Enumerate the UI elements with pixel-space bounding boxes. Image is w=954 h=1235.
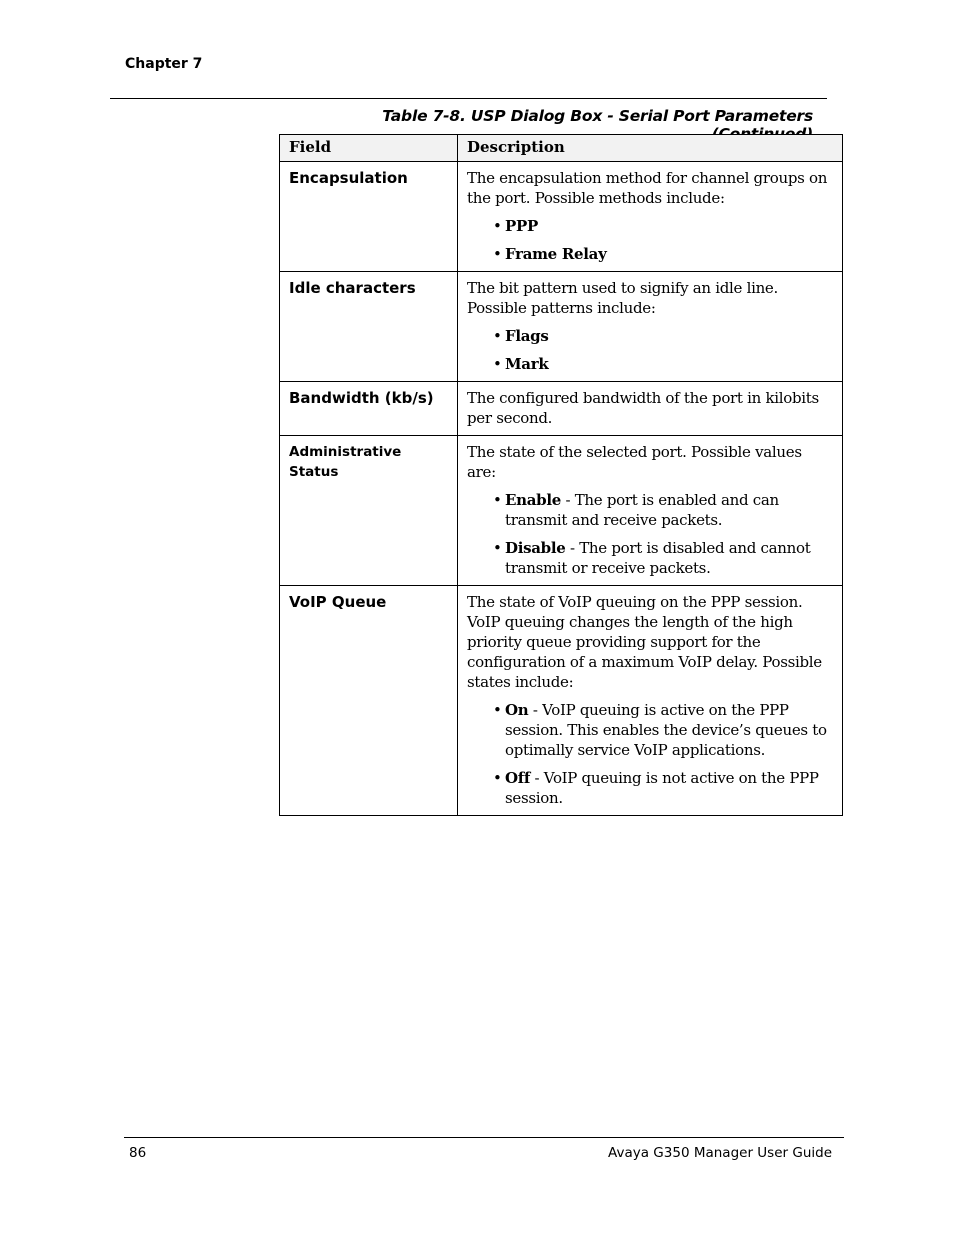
- column-header-description: Description: [458, 135, 843, 162]
- field-name: VoIP Queue: [280, 586, 458, 816]
- option-term: On: [505, 701, 529, 719]
- list-item: [493, 538, 833, 578]
- option-term: Frame Relay: [505, 245, 607, 263]
- chapter-heading: Chapter 7: [125, 56, 203, 72]
- field-name: Bandwidth (kb/s): [280, 382, 458, 436]
- column-header-field: Field: [280, 135, 458, 162]
- option-description: - The port is enabled and can transmit and receive packets.: [505, 491, 779, 529]
- table-header-row: [280, 135, 843, 162]
- field-description: [458, 382, 843, 436]
- option-description: - VoIP queuing is not active on the PPP session.: [505, 769, 819, 807]
- table-caption: Table 7-8. USP Dialog Box - Serial Port Parameters: [382, 107, 813, 125]
- table-row: [280, 272, 843, 382]
- table-row: [280, 382, 843, 436]
- description-text: The state of the selected port. Possible values are:: [467, 443, 802, 481]
- list-item: [493, 490, 833, 530]
- field-description: [458, 162, 843, 272]
- field-name: Encapsulation: [280, 162, 458, 272]
- footer-rule: [124, 1137, 844, 1138]
- list-item: [493, 326, 833, 346]
- option-term: Flags: [505, 327, 549, 345]
- option-description: - The port is disabled and cannot transmit or receive packets.: [505, 539, 811, 577]
- field-name: Administrative Status: [280, 436, 458, 586]
- table-row: [280, 586, 843, 816]
- header-rule: [110, 98, 827, 99]
- option-description: - VoIP queuing is active on the PPP session. This enables the device’s queues to optimally service VoIP applications.: [505, 701, 827, 759]
- option-list: [467, 490, 833, 578]
- table-row: [280, 162, 843, 272]
- option-list: [467, 700, 833, 808]
- field-description: [458, 586, 843, 816]
- option-term: Enable: [505, 491, 561, 509]
- field-description: [458, 436, 843, 586]
- guide-title: Avaya G350 Manager User Guide: [608, 1145, 832, 1161]
- field-name: Idle characters: [280, 272, 458, 382]
- field-description: [458, 272, 843, 382]
- option-term: Off: [505, 769, 531, 787]
- list-item: [493, 768, 833, 808]
- page-number: 86: [129, 1145, 147, 1161]
- list-item: [493, 700, 833, 760]
- list-item: [493, 354, 833, 374]
- option-term: Disable: [505, 539, 566, 557]
- option-list: [467, 216, 833, 264]
- description-text: The encapsulation method for channel groups on the port. Possible methods include:: [467, 169, 828, 207]
- description-text: The configured bandwidth of the port in kilobits per second.: [467, 389, 819, 427]
- serial-port-parameters-table: [279, 134, 843, 816]
- list-item: [493, 244, 833, 264]
- description-text: The state of VoIP queuing on the PPP session. VoIP queuing changes the length of the high priority queue providing support for the configuration of a maximum VoIP delay. Possible states include:: [467, 593, 822, 691]
- description-text: The bit pattern used to signify an idle line. Possible patterns include:: [467, 279, 778, 317]
- option-list: [467, 326, 833, 374]
- option-term: PPP: [505, 217, 538, 235]
- list-item: [493, 216, 833, 236]
- table-row: [280, 436, 843, 586]
- option-term: Mark: [505, 355, 549, 373]
